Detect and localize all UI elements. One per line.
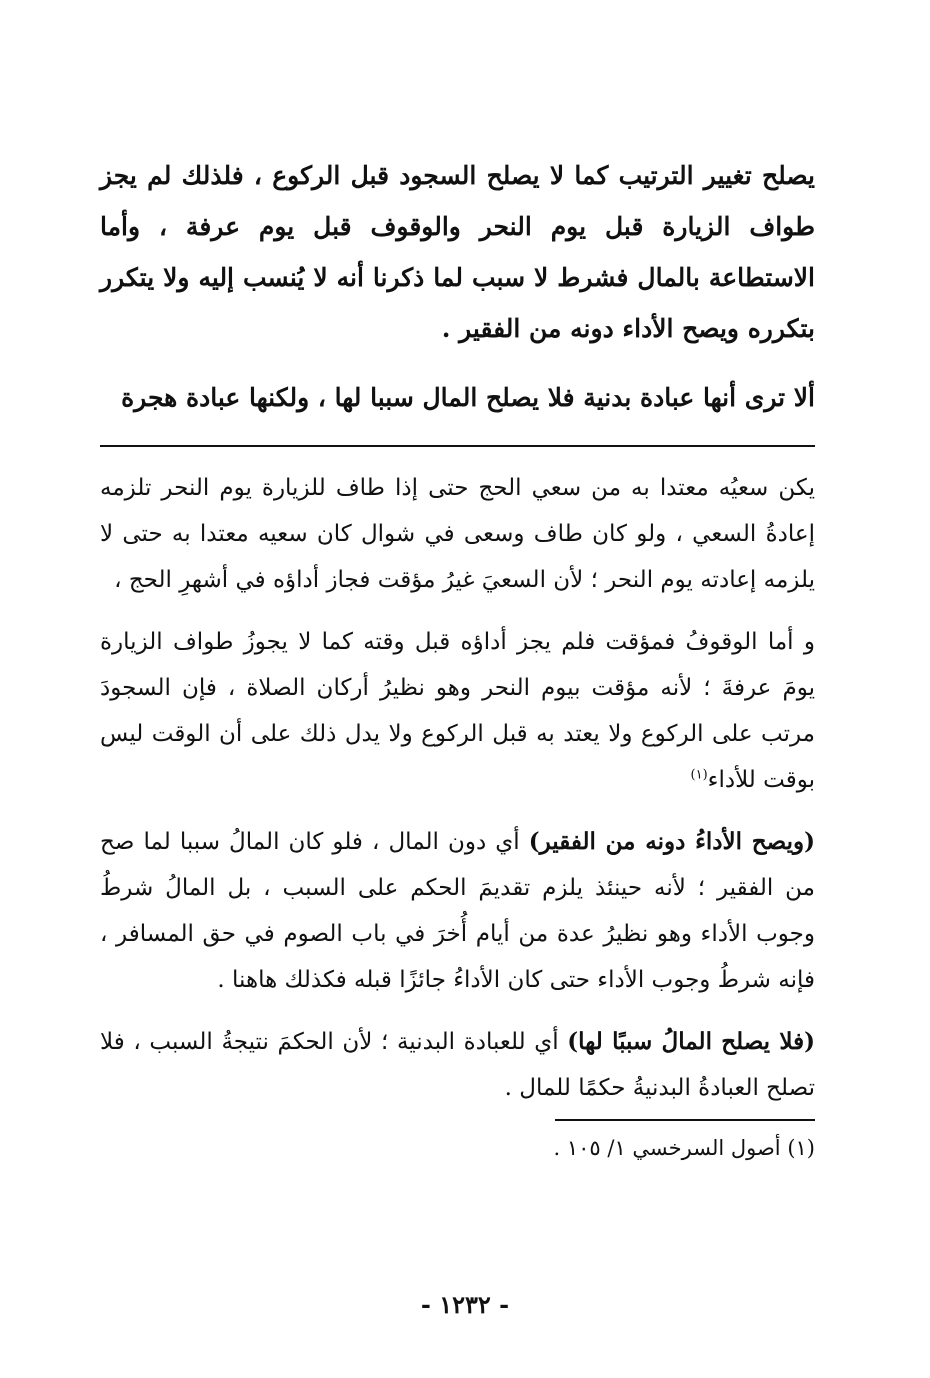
commentary-paragraph bbox=[100, 619, 815, 803]
commentary-paragraph bbox=[100, 819, 815, 1003]
commentary-text: أي دون المال ، فلو كان المالُ سببا لما صح من الفقير ؛ لأنه حينئذ يلزم تقديمَ الحكم على السبب ، بل المالُ شرطُ وجوب الأداء وهو نظيرُ عدة من أيام أُخرَ في باب الصوم في حق المسافر ، فإنه شرطُ وجوب الأداء حتى كان الأداءُ جائزًا قبله فكذلك هاهنا . bbox=[100, 829, 815, 993]
main-text bbox=[100, 150, 815, 423]
section-divider bbox=[100, 445, 815, 447]
footnote-divider bbox=[555, 1119, 815, 1121]
commentary-paragraph bbox=[100, 1019, 815, 1111]
commentary bbox=[100, 465, 815, 1111]
page-body bbox=[100, 150, 815, 1165]
footnotes bbox=[100, 1131, 815, 1165]
quoted-text: (ويصح الأداءُ دونه من الفقير) bbox=[528, 828, 815, 855]
main-paragraph: ألا ترى أنها عبادة بدنية فلا يصلح المال سببا لها ، ولكنها عبادة هجرة bbox=[121, 383, 815, 412]
commentary-paragraph: يكن سعيُه معتدا به من سعي الحج حتى إذا طاف للزيارة يوم النحر تلزمه إعادةُ السعي ، ولو كان طاف وسعى في شوال كان سعيه معتدا به حتى لا يلزمه إعادته يوم النحر ؛ لأن السعيَ غيرُ مؤقت فجاز أداؤه في أشهرِ الحج ، bbox=[100, 475, 815, 593]
quoted-text: (فلا يصلح المالُ سببًا لها) bbox=[567, 1028, 815, 1055]
commentary-text: أي للعبادة البدنية ؛ لأن الحكمَ نتيجةُ السبب ، فلا تصلح العبادةُ البدنيةُ حكمًا للمال . bbox=[100, 1029, 815, 1101]
commentary-text: و أما الوقوفُ فمؤقت فلم يجز أداؤه قبل وقته كما لا يجوزُ طواف الزيارة يومَ عرفةَ ؛ لأنه مؤقت بيوم النحر وهو نظيرُ أركان الصلاة ، فإن السجودَ مرتب على الركوع ولا يعتد به قبل الركوع ولا يدل ذلك على أن الوقت ليس بوقت للأداء bbox=[100, 629, 815, 793]
page-number: - ١٢٣٢ - bbox=[420, 1290, 510, 1319]
footnote-reference[interactable]: (١) bbox=[690, 767, 708, 783]
footnote-item: (١) أصول السرخسي ١/ ١٠٥ . bbox=[553, 1136, 815, 1160]
main-paragraph: يصلح تغيير الترتيب كما لا يصلح السجود قبل الركوع ، فلذلك لم يجز طواف الزيارة قبل يوم النحر والوقوف قبل يوم عرفة ، وأما الاستطاعة بالمال فشرط لا سبب لما ذكرنا أنه لا يُنسب إليه ولا يتكرر بتكرره ويصح الأداء دونه من الفقير . bbox=[100, 161, 815, 343]
